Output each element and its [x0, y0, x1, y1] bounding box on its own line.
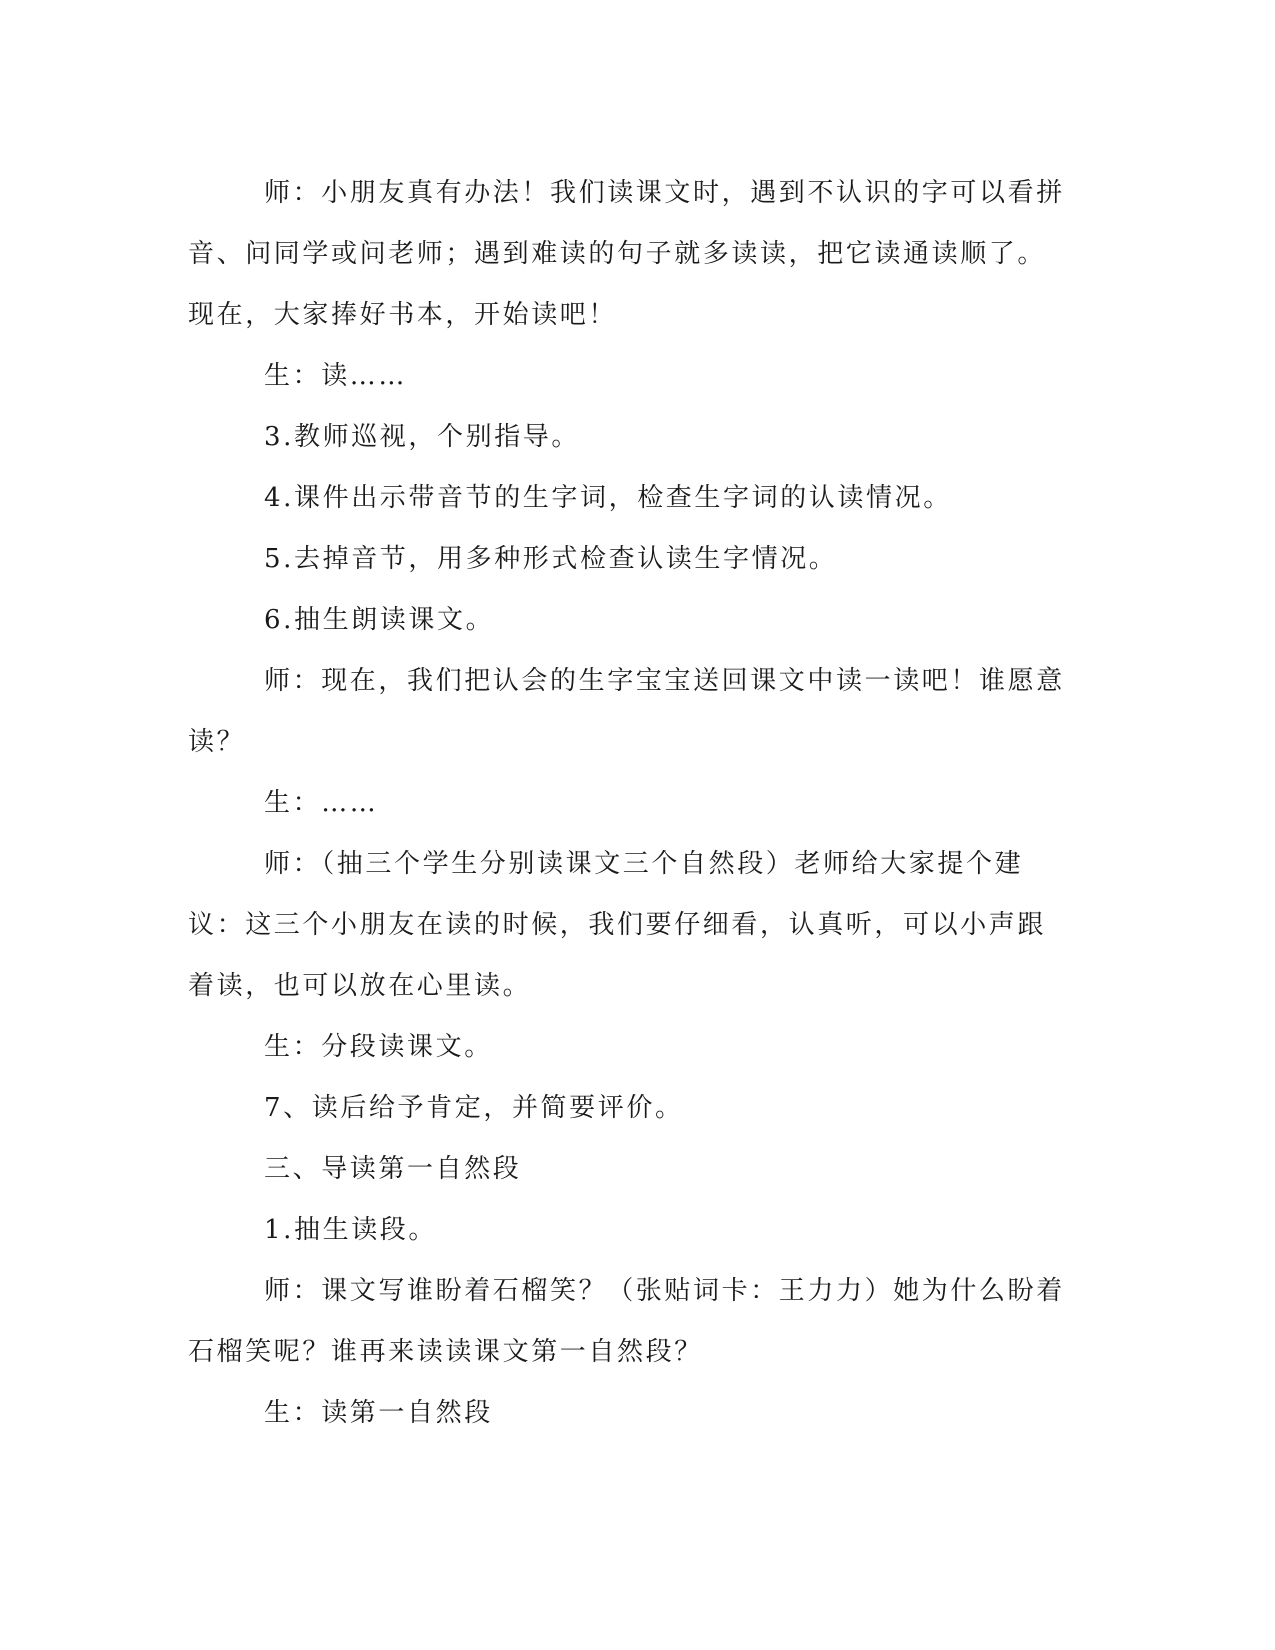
document-body — [188, 163, 1068, 1444]
paragraph-student-section-reading: 生：分段读课文。 — [264, 1032, 493, 1062]
paragraph-section3-step-1: 1.抽生读段。 — [264, 1215, 438, 1245]
paragraph-step-7: 7、读后给予肯定，并简要评价。 — [264, 1093, 684, 1123]
paragraph-teacher-suggestion: 师：（抽三个学生分别读课文三个自然段）老师给大家提个建议：这三个小朋友在读的时候，我们要仔细看，认真听，可以小声跟着读，也可以放在心里读。 — [188, 849, 1047, 1001]
paragraph-teacher-invite: 师：现在，我们把认会的生字宝宝送回课文中读一读吧！谁愿意读？ — [188, 666, 1065, 757]
paragraph-teacher-question: 师：课文写谁盼着石榴笑？（张贴词卡：王力力）她为什么盼着石榴笑呢？谁再来读读课文第一自然段？ — [188, 1276, 1065, 1367]
paragraph-step-6: 6.抽生朗读课文。 — [264, 605, 495, 635]
paragraph-student-response: 生：…… — [264, 788, 379, 818]
paragraph-step-5: 5.去掉音节，用多种形式检查认读生字情况。 — [264, 544, 838, 574]
paragraph-student-reads: 生：读…… — [264, 361, 408, 391]
paragraph-step-3: 3.教师巡视，个别指导。 — [264, 422, 581, 452]
paragraph-step-4: 4.课件出示带音节的生字词，检查生字词的认读情况。 — [264, 483, 952, 513]
paragraph-student-reads-first: 生：读第一自然段 — [264, 1398, 493, 1428]
paragraph-teacher-reading-tips: 师：小朋友真有办法！我们读课文时，遇到不认识的字可以看拼音、问同学或问老师；遇到难读的句子就多读读，把它读通读顺了。现在，大家捧好书本，开始读吧！ — [188, 178, 1065, 330]
section-heading-3: 三、导读第一自然段 — [264, 1154, 522, 1184]
